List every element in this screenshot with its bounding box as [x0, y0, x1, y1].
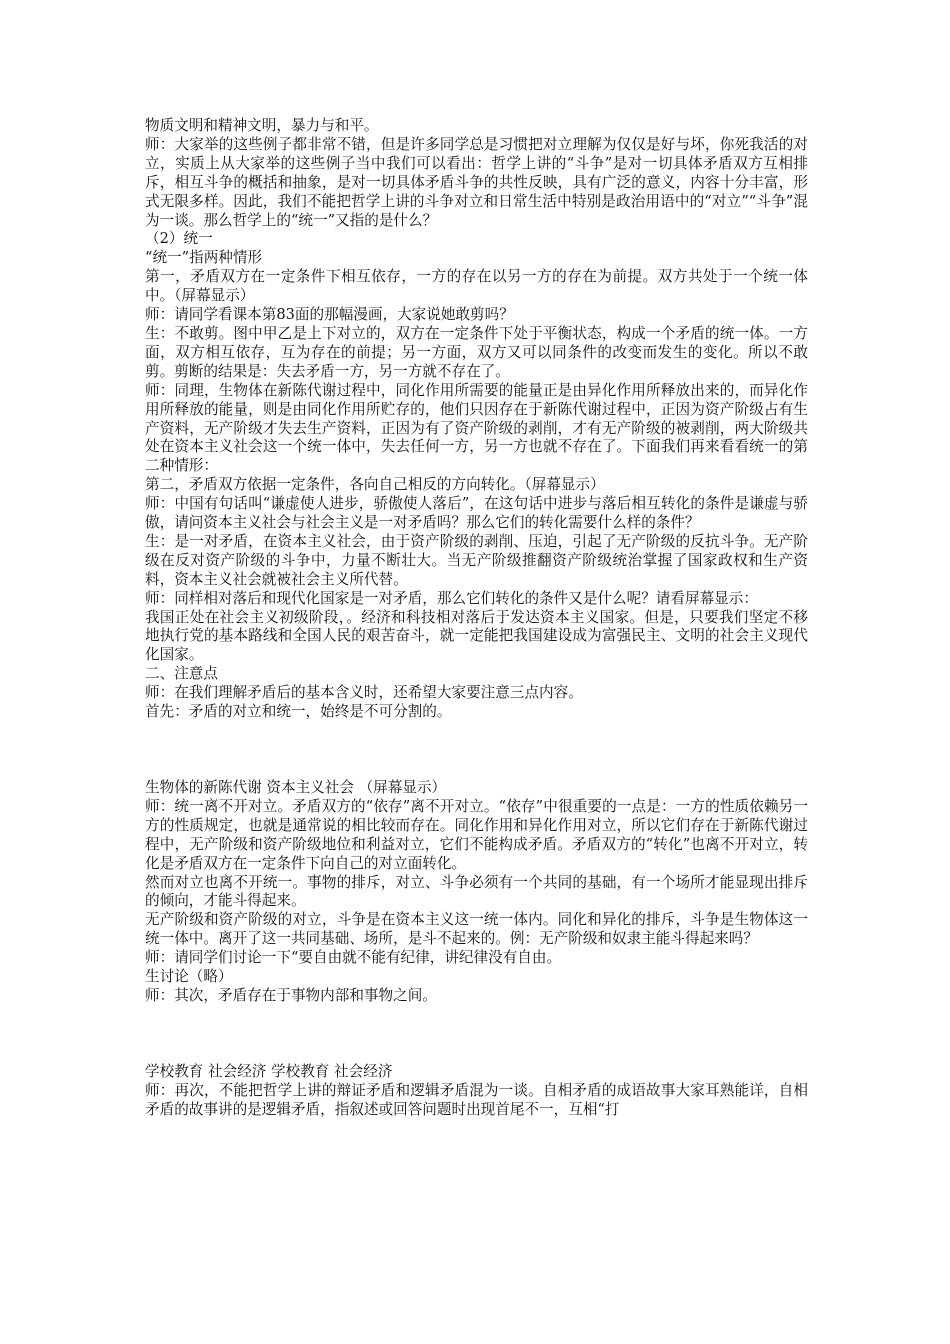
paragraph: 生：是一对矛盾，在资本主义社会，由于资产阶级的剥削、压迫，引起了无产阶级的反抗斗争。无产阶级在反对资产阶级的斗争中，力量不断壮大。当无产阶级推翻资产阶级统治掌握了国家政权和生产资料，资本主义社会就被社会主义所代替。: [145, 532, 808, 588]
blank-space: [145, 1006, 808, 1063]
document-page: [145, 117, 808, 1120]
blank-space: [145, 722, 808, 779]
paragraph: 师：中国有句话叫“谦虚使人进步，骄傲使人落后”，在这句话中进步与落后相互转化的条件是谦虚与骄傲，请问资本主义社会与社会主义是一对矛盾吗？那么它们的转化需要什么样的条件？: [145, 495, 808, 532]
paragraph: 师：在我们理解矛盾后的基本含义时，还希望大家要注意三点内容。: [145, 684, 583, 702]
paragraph: 师：请同学们讨论一下“要自由就不能有纪律，讲纪律没有自由。: [145, 949, 562, 967]
paragraph: 师：大家举的这些例子都非常不错，但是许多同学总是习惯把对立理解为仅仅是好与坏，你死我活的对立，实质上从大家举的这些例子当中我们可以看出：哲学上讲的“斗争”是对一切具体矛盾双方互相排斥，相互斗争的概括和抽象，是对一切具体矛盾斗争的共性反映，具有广泛的意义，内容十分丰富，形式无限多样。因此，我们不能把哲学上讲的斗争对立和日常生活中特别是政治用语中的“对立”“斗争”混为一谈。那么哲学上的“统一”又指的是什么？: [145, 135, 808, 229]
paragraph: 师：再次，不能把哲学上讲的辩证矛盾和逻辑矛盾混为一谈。自相矛盾的成语故事大家耳熟能详，自相矛盾的故事讲的是逻辑矛盾，指叙述或回答问题时出现首尾不一，互相“打: [145, 1081, 808, 1118]
paragraph: 然而对立也离不开统一。事物的排斥，对立、斗争必须有一个共同的基础，有一个场所才能显现出排斥的倾向，才能斗得起来。: [145, 873, 808, 910]
section-2: [145, 779, 808, 1006]
subheading: 二、注意点: [145, 665, 218, 683]
paragraph: 师：同样相对落后和现代化国家是一对矛盾，那么它们转化的条件又是什么呢？请看屏幕显示：: [145, 589, 758, 607]
section-1: [145, 117, 808, 722]
paragraph: 生物体的新陈代谢 资本主义社会 （屏幕显示）: [145, 779, 447, 796]
paragraph: 生讨论（略）: [145, 968, 233, 986]
paragraph: 物质文明和精神文明，暴力与和平。: [145, 117, 379, 134]
paragraph: 学校教育 社会经济 学校教育 社会经济: [145, 1062, 393, 1080]
paragraph: 师：其次，矛盾存在于事物内部和事物之间。: [145, 986, 437, 1004]
paragraph: “统一”指两种情形: [145, 249, 263, 267]
paragraph: 师：同理，生物体在新陈代谢过程中，同化作用所需要的能量正是由异化作用所释放出来的，而异化作用所释放的能量，则是由同化作用所贮存的，他们只因存在于新陈代谢过程中，正因为资产阶级占有生产资料，无产阶级才失去生产资料，正因为有了资产阶级的剥削，才有无产阶级的被剥削，两大阶级共处在资本主义社会这一个统一体中，失去任何一方，另一方也就不存在了。下面我们再来看看统一的第二种情形：: [145, 381, 808, 475]
paragraph: 第二，矛盾双方依据一定条件，各向自己相反的方向转化。（屏幕显示）: [145, 476, 605, 494]
paragraph: 无产阶级和资产阶级的对立，斗争是在资本主义这一统一体内。同化和异化的排斥，斗争是生物体这一统一体中。离开了这一共同基础、场所，是斗不起来的。例：无产阶级和奴隶主能斗得起来吗？: [145, 911, 808, 948]
paragraph: 我国正处在社会主义初级阶段，。经济和科技相对落后于发达资本主义国家。但是，只要我们坚定不移地执行党的基本路线和全国人民的艰苦奋斗，就一定能把我国建设成为富强民主、文明的社会主义现代化国家。: [145, 608, 808, 664]
paragraph: 生：不敢剪。图中甲乙是上下对立的，双方在一定条件下处于平衡状态，构成一个矛盾的统一体。一方面，双方相互依存，互为存在的前提；另一方面，双方又可以同条件的改变而发生的变化。所以不敢剪。剪断的结果是：失去矛盾一方，另一方就不存在了。: [145, 324, 808, 380]
paragraph: 第一，矛盾双方在一定条件下相互依存，一方的存在以另一方的存在为前提。双方共处于一个统一体中。（屏幕显示）: [145, 268, 808, 305]
section-3: [145, 1063, 808, 1120]
subheading: （2）统一: [145, 230, 213, 248]
paragraph: 首先：矛盾的对立和统一，始终是不可分割的。: [145, 703, 452, 721]
paragraph: 师：统一离不开对立。矛盾双方的“依存”离不开对立。“依存”中很重要的一点是：一方的性质依赖另一方的性质规定，也就是通常说的相比较而存在。同化作用和异化作用对立，所以它们存在于新陈代谢过程中，无产阶级和资产阶级地位和利益对立，它们不能构成矛盾。矛盾双方的“转化”也离不开对立，转化是矛盾双方在一定条件下向自己的对立面转化。: [145, 797, 808, 872]
paragraph: 师：请同学看课本第83面的那幅漫画，大家说她敢剪吗？: [145, 306, 514, 324]
